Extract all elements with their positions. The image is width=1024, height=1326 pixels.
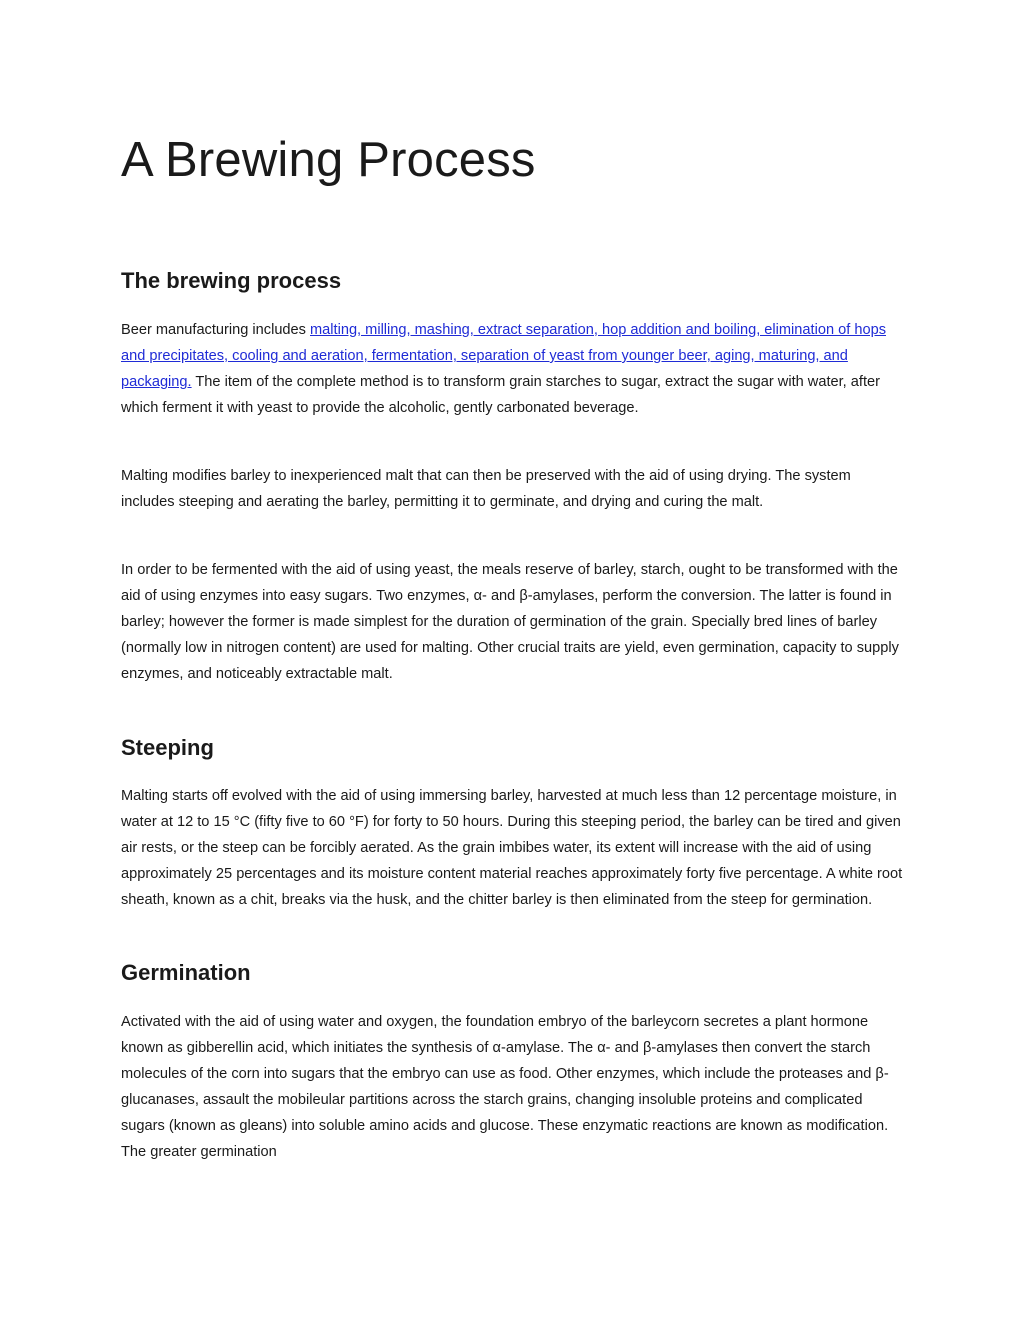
section-heading-brewing-process: The brewing process	[121, 268, 342, 293]
paragraph-malting: Malting modifies barley to inexperienced malt that can then be preserved with the aid of using drying. The system includes steeping and aerating the barley, permitting it to germinate, and drying and curing the malt.	[121, 468, 851, 510]
document-title: A Brewing Process	[121, 133, 536, 187]
paragraph-beer-manufacturing	[121, 317, 905, 421]
section-heading-steeping: Steeping	[121, 735, 214, 760]
paragraph-text: The item of the complete method is to transform grain starches to sugar, extract the sugar with water, after which ferment it with yeast to provide the alcoholic, gently carbonated beverage.	[121, 374, 880, 416]
paragraph-germination: Activated with the aid of using water and oxygen, the foundation embryo of the barleycorn secretes a plant hormone known as gibberellin acid, which initiates the synthesis of α-amylase. The α- and β-amylases then convert the starch molecules of the corn into sugars that the embryo can use as food. Other enzymes, which include the proteases and β-glucanases, assault the mobileular partitions across the starch grains, changing insoluble proteins and complicated sugars (known as gleans) into soluble amino acids and glucose. These enzymatic reactions are known as modification. The greater germination	[121, 1014, 889, 1160]
section-heading-germination: Germination	[121, 960, 251, 985]
paragraph-fermentation-enzymes: In order to be fermented with the aid of using yeast, the meals reserve of barley, starch, ought to be transformed with the aid of using enzymes into easy sugars. Two enzymes, α- and β-amylases, perform the conversion. The latter is found in barley; however the former is made simplest for the duration of germination of the grain. Specially bred lines of barley (normally low in nitrogen content) are used for malting. Other crucial traits are yield, even germination, capacity to supply enzymes, and noticeably extractable malt.	[121, 562, 899, 682]
paragraph-steeping: Malting starts off evolved with the aid of using immersing barley, harvested at much less than 12 percentage moisture, in water at 12 to 15 °C (fifty five to 60 °F) for forty to 50 hours. During this steeping period, the barley can be tired and given air rests, or the steep can be forcibly aerated. As the grain imbibes water, its extent will increase with the aid of using approximately 25 percentages and its moisture content material reaches approximately forty five percentage. A white root sheath, known as a chit, breaks via the husk, and the chitter barley is then eliminated from the steep for germination.	[121, 788, 903, 908]
brewing-steps-link[interactable]: malting, milling, mashing, extract separation, hop addition and boiling, elimination of hops and precipitates, cooling and aeration, fermentation, separation of yeast from younger beer, aging, maturing, and packaging.	[121, 322, 886, 390]
paragraph-text: Beer manufacturing includes	[121, 322, 311, 338]
